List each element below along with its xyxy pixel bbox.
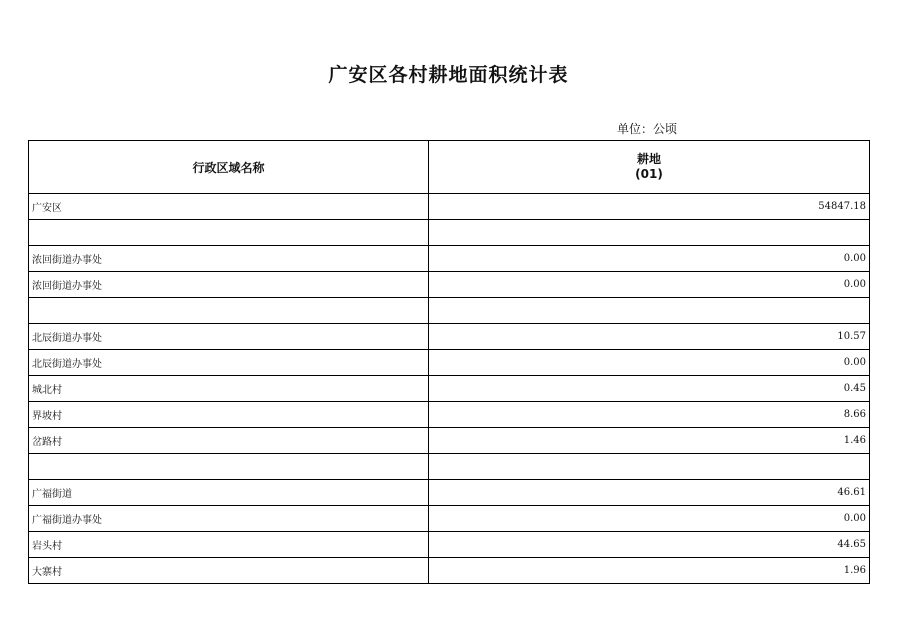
table-row xyxy=(29,220,870,246)
region-name-cell: 岔路村 xyxy=(29,428,429,454)
cultivated-area-cell: 8.66 xyxy=(429,402,870,428)
page-title: 广安区各村耕地面积统计表 xyxy=(328,64,569,86)
region-name-cell xyxy=(29,298,429,324)
cultivated-area-cell xyxy=(429,298,870,324)
unit-label: 单位：公顷 xyxy=(617,122,678,136)
region-name-cell: 界坡村 xyxy=(29,402,429,428)
table-row xyxy=(29,506,870,532)
cultivated-area-cell: 54847.18 xyxy=(429,194,870,220)
region-name-cell: 北辰街道办事处 xyxy=(29,350,429,376)
cultivated-area-cell: 0.00 xyxy=(429,350,870,376)
table-row xyxy=(29,532,870,558)
table-row xyxy=(29,246,870,272)
region-name-cell: 城北村 xyxy=(29,376,429,402)
region-name-cell: 浓回街道办事处 xyxy=(29,246,429,272)
table-row xyxy=(29,298,870,324)
table-row xyxy=(29,402,870,428)
header-cultivated-land-label: 耕地 xyxy=(636,152,661,166)
cultivated-area-cell: 1.46 xyxy=(429,428,870,454)
cultivated-area-cell: 0.00 xyxy=(429,272,870,298)
table-row xyxy=(29,480,870,506)
header-cultivated-land-code: (01) xyxy=(635,167,663,181)
cultivated-area-cell: 0.00 xyxy=(429,506,870,532)
cultivated-area-cell xyxy=(429,220,870,246)
region-name-cell xyxy=(29,454,429,480)
region-name-cell: 岩头村 xyxy=(29,532,429,558)
cultivated-area-cell: 1.96 xyxy=(429,558,870,584)
statistics-table xyxy=(28,140,870,584)
header-region-name: 行政区域名称 xyxy=(29,141,429,194)
cultivated-area-cell: 0.00 xyxy=(429,246,870,272)
region-name-cell: 广安区 xyxy=(29,194,429,220)
table-row xyxy=(29,272,870,298)
cultivated-area-cell: 10.57 xyxy=(429,324,870,350)
region-name-cell: 广福街道 xyxy=(29,480,429,506)
table-row xyxy=(29,350,870,376)
table-row xyxy=(29,324,870,350)
cultivated-area-cell: 44.65 xyxy=(429,532,870,558)
region-name-cell: 广福街道办事处 xyxy=(29,506,429,532)
region-name-cell: 大寨村 xyxy=(29,558,429,584)
region-name-cell: 浓回街道办事处 xyxy=(29,272,429,298)
cultivated-area-cell: 46.61 xyxy=(429,480,870,506)
header-row xyxy=(29,141,870,194)
cultivated-area-cell xyxy=(429,454,870,480)
table-row xyxy=(29,454,870,480)
table-row xyxy=(29,194,870,220)
header-cultivated-land xyxy=(429,141,870,194)
region-name-cell xyxy=(29,220,429,246)
region-name-cell: 北辰街道办事处 xyxy=(29,324,429,350)
cultivated-area-cell: 0.45 xyxy=(429,376,870,402)
table-row xyxy=(29,376,870,402)
table-row xyxy=(29,558,870,584)
table-row xyxy=(29,428,870,454)
